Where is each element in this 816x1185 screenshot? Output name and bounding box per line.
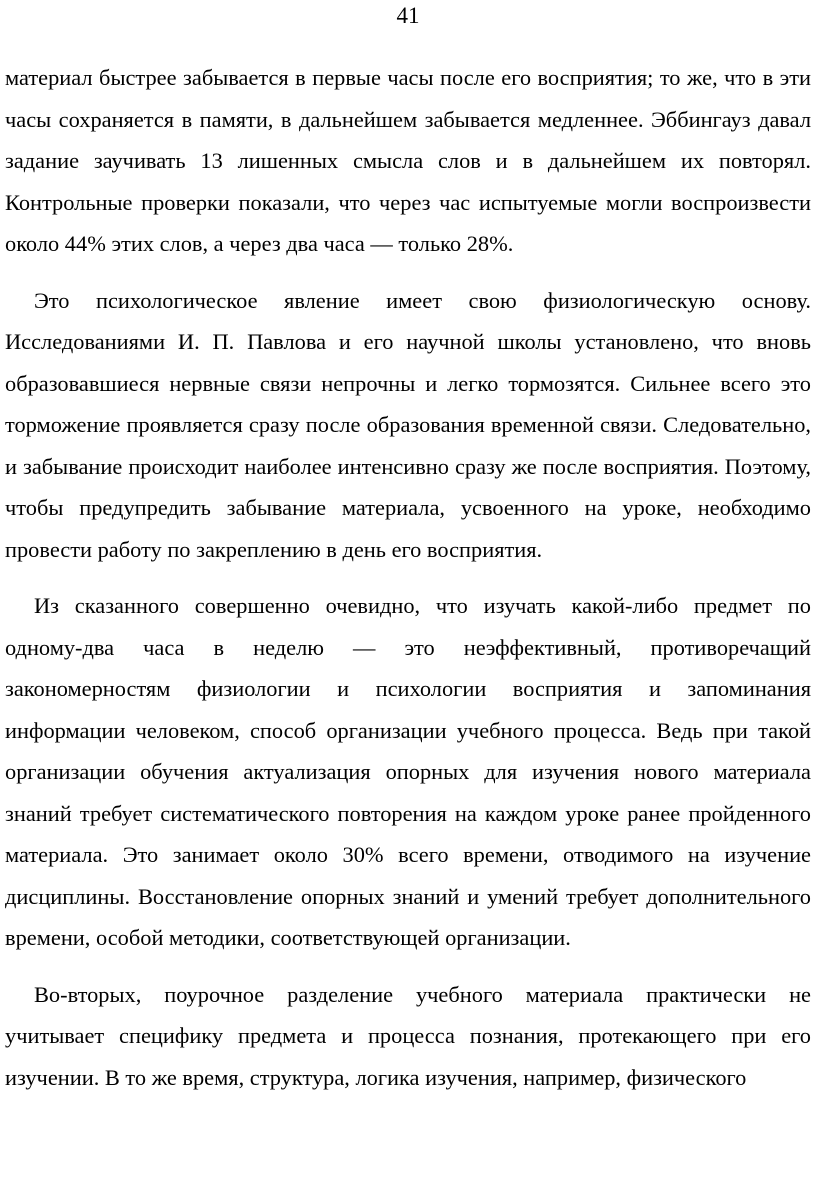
page-number: 41 xyxy=(396,3,420,28)
paragraph-4: Во-вторых, поурочное разделение учебного материала практически не учитывает специфику предмета и процесса познания, протекающего при его изучении. В то же время, структура, логика изучения, например, физического xyxy=(5,981,811,1090)
document-body xyxy=(5,57,811,1098)
paragraph-2: Это психологическое явление имеет свою физиологическую основу. Исследованиями И. П. Павлова и его научной школы установлено, что вновь образовавшиеся нервные связи непрочны и легко тормозятся. Сильнее всего это торможение проявляется сразу после образования временной связи. Следовательно, и забывание происходит наиболее интенсивно сразу же после восприятия. Поэтому, чтобы предупредить забывание материала, усвоенного на уроке, необходимо провести работу по закреплению в день его восприятия. xyxy=(5,287,811,562)
paragraph-1: материал быстрее забывается в первые часы после его восприятия; то же, что в эти часы сохраняется в памяти, в дальнейшем забывается медленнее. Эббингауз давал задание заучивать 13 лишенных смысла слов и в дальнейшем их повторял. Контрольные проверки показали, что через час испытуемые могли воспроизвести около 44% этих слов, а через два часа — только 28%. xyxy=(5,65,811,256)
paragraph-3: Из сказанного совершенно очевидно, что изучать какой-либо предмет по одному-два часа в неделю — это неэффективный, противоречащий закономерностям физиологии и психологии восприятия и запоминания информации человеком, способ организации учебного процесса. Ведь при такой организации обучения актуализация опорных для изучения нового материала знаний требует систематического повторения на каждом уроке ранее пройденного материала. Это занимает около 30% всего времени, отводимого на изучение дисциплины. Восстановление опорных знаний и умений требует дополнительного времени, особой методики, соответствующей организации. xyxy=(5,593,811,950)
